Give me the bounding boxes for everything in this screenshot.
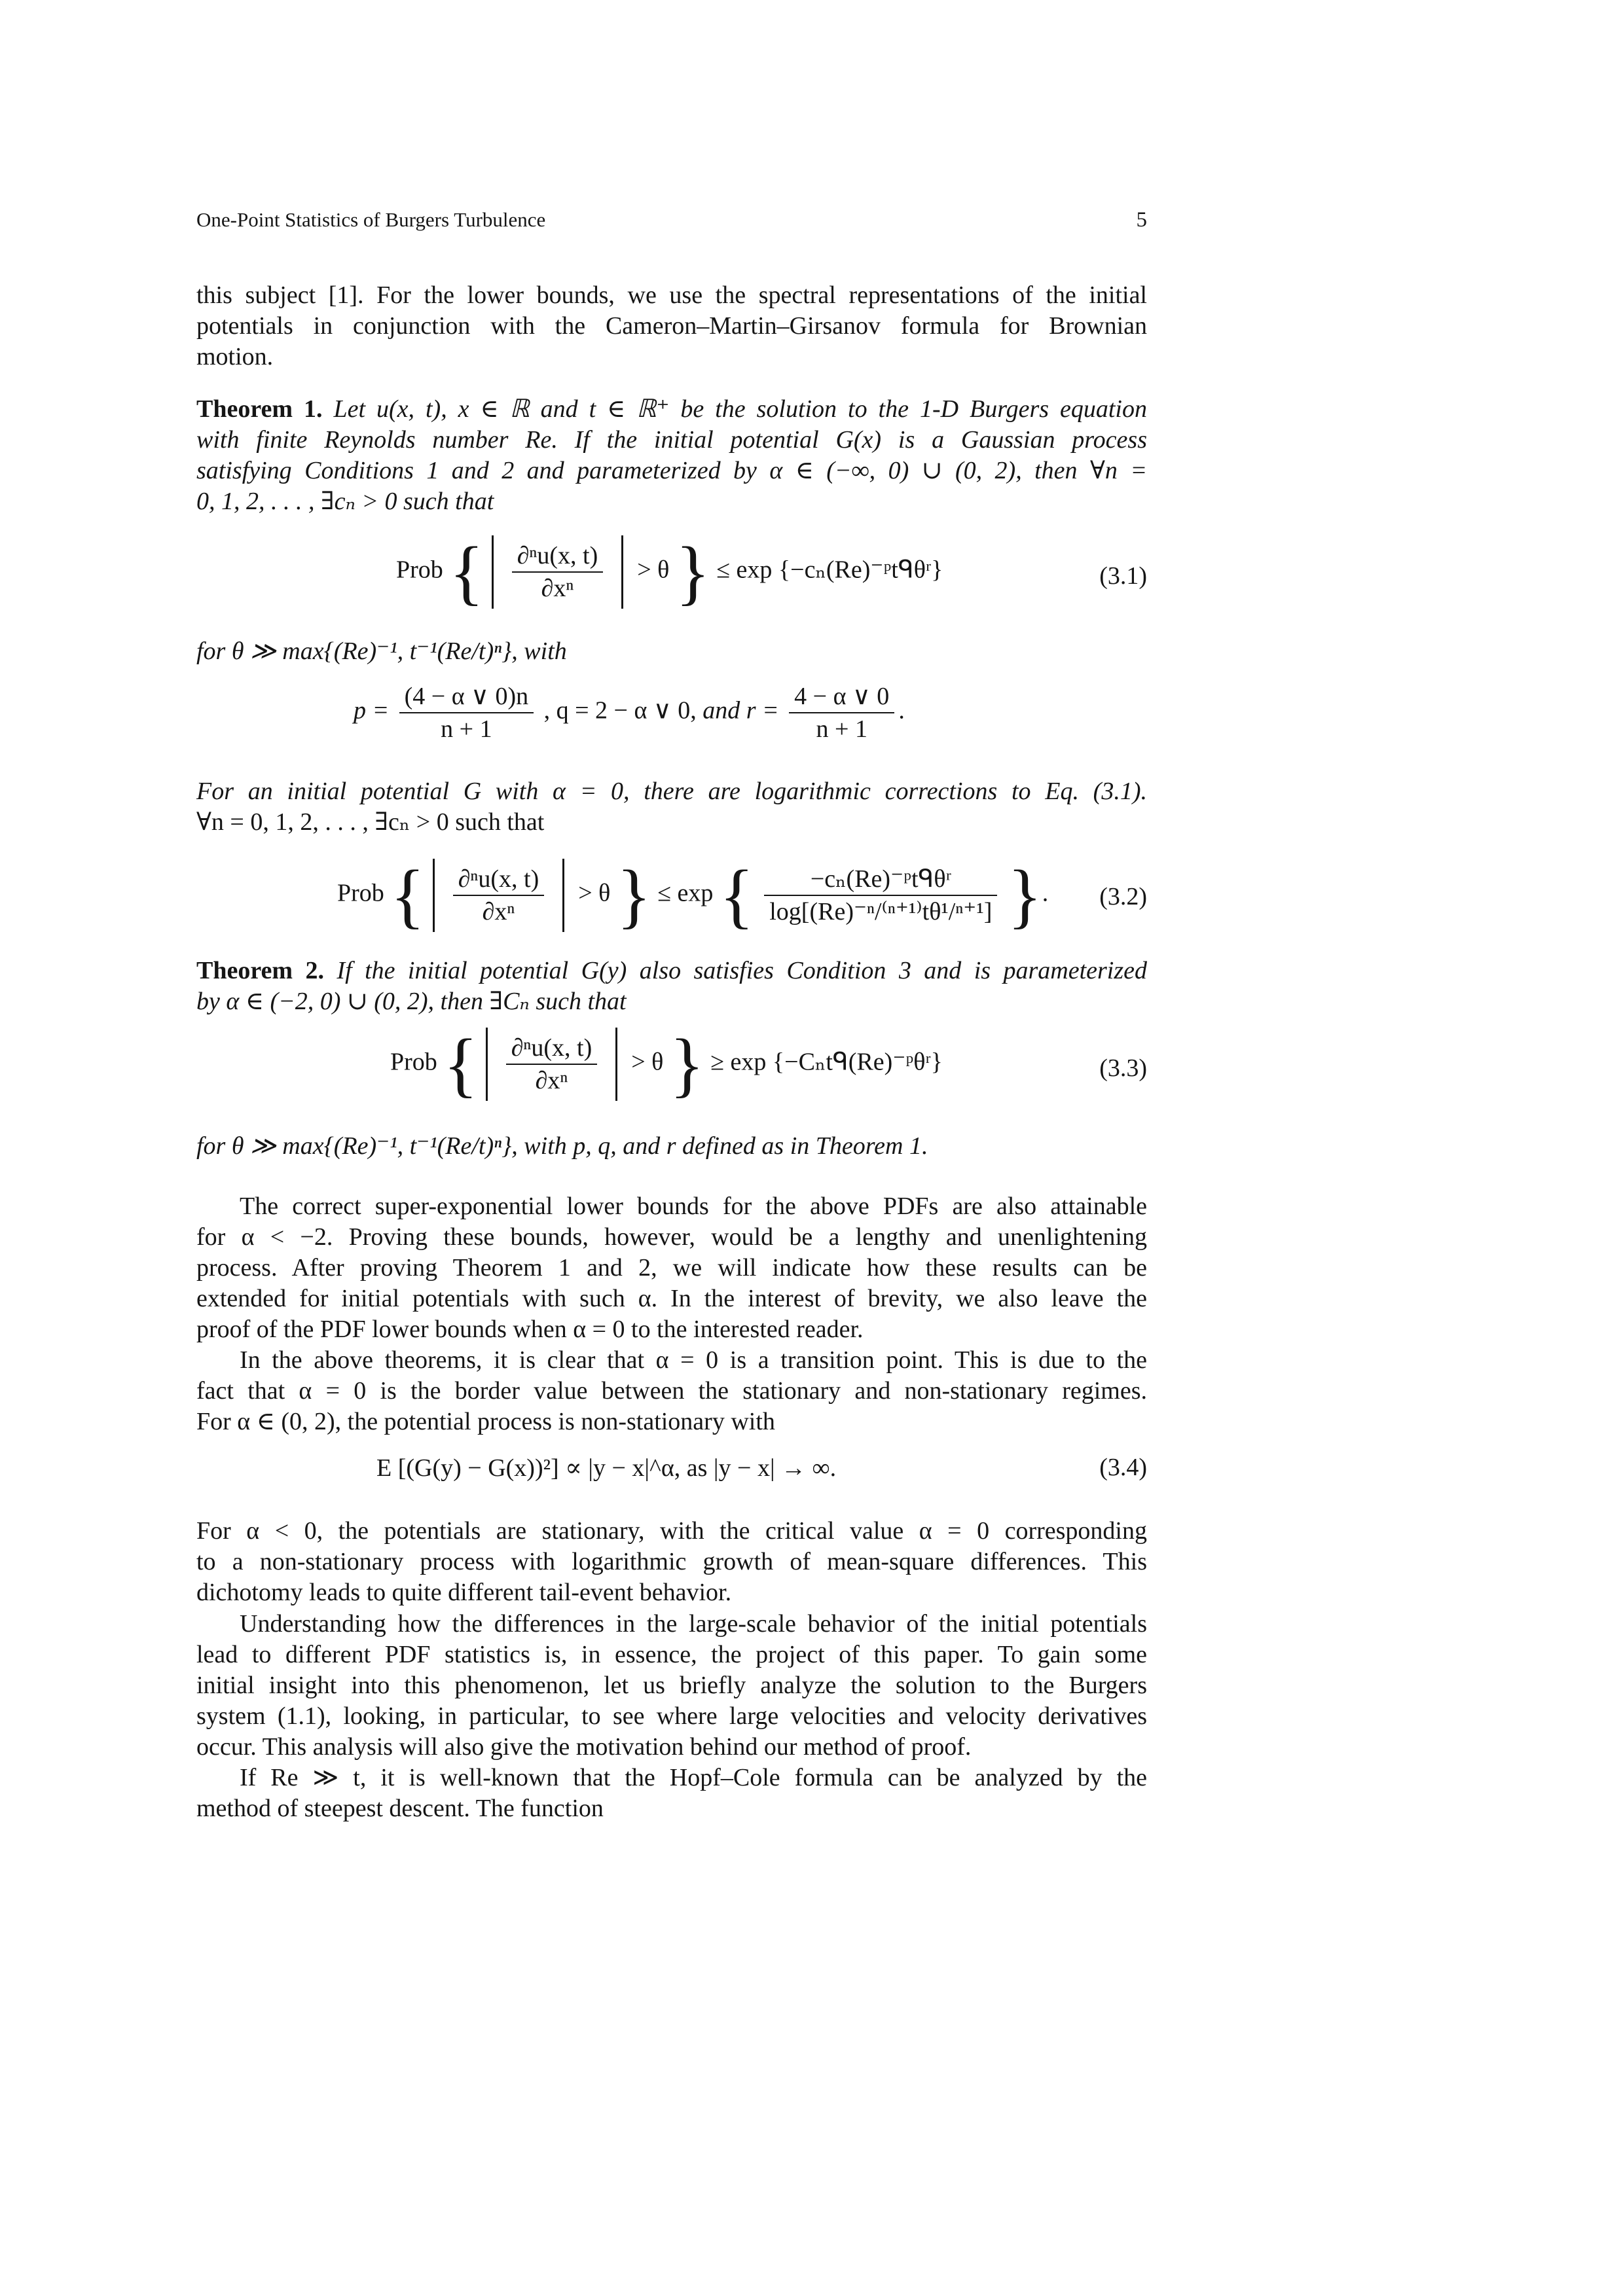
equation-number: (3.4)	[1099, 1454, 1147, 1481]
text-line: with finite Reynolds number Re. If the initial potential G(x) is a Gaussian process	[196, 426, 1147, 454]
log-corrections	[196, 776, 1147, 838]
theorem-1-label: Theorem 1.	[196, 395, 323, 423]
paragraph	[196, 1516, 1147, 1608]
text-line: The correct super-exponential lower bounds for the above PDFs are also attainable	[240, 1193, 1147, 1220]
text-line: dichotomy leads to quite different tail-event behavior.	[196, 1579, 732, 1606]
text-line: In the above theorems, it is clear that α = 0 is a transition point. This is due to the	[240, 1346, 1147, 1374]
text-line: initial insight into this phenomenon, let us briefly analyze the solution to the Burgers	[196, 1672, 1147, 1699]
text-line: For α ∈ (0, 2), the potential process is non-stationary with	[196, 1408, 775, 1435]
paragraph	[196, 1763, 1147, 1824]
text-line: potentials in conjunction with the Cameron–Martin–Girsanov formula for Brownian	[196, 312, 1147, 340]
derivative-fraction: $\frac{\text{∂ⁿu(x, t)}}{\text{∂xⁿ}}$	[512, 540, 604, 604]
theorem-2-label: Theorem 2.	[196, 957, 324, 984]
equation-number: (3.2)	[1099, 883, 1147, 910]
running-title: One-Point Statistics of Burgers Turbulence	[196, 208, 546, 231]
equation-3-1: Prob { $\frac{\text{∂ⁿu(x, t)}}{\text{∂xⁿ}}$ > θ } ≤ exp {−cₙ(Re)⁻ᵖtᑫθʳ}	[396, 532, 943, 612]
equation-number: (3.1)	[1099, 562, 1147, 590]
equation-3-2: Prob { $\frac{\text{∂ⁿu(x, t)}}{\text{∂xⁿ}}$ > θ } ≤ exp { $\frac{\text{−cₙ(Re)⁻ᵖtᑫθʳ}}{\text{log[(Re)⁻ⁿ/⁽ⁿ⁺¹⁾tθ¹/ⁿ⁺¹]}}$ }.	[337, 855, 1049, 935]
text-line: ∀n = 0, 1, 2, . . . , ∃cₙ > 0 such that	[196, 808, 545, 836]
intro-paragraph	[196, 280, 1147, 372]
equation-3-4: E [(G(y) − G(x))²] ∝ |y − x|^α, as |y − x| → ∞.	[376, 1454, 837, 1482]
text-line: For an initial potential G with α = 0, there are logarithmic corrections to Eq. (3.1).	[196, 778, 1147, 805]
text-line: for α < −2. Proving these bounds, however, would be a lengthy and unenlightening	[196, 1223, 1147, 1251]
text-line: Let u(x, t), x ∈ ℝ and t ∈ ℝ⁺ be the solution to the 1-D Burgers equation	[333, 395, 1147, 423]
condition-line: for θ ≫ max{(Re)⁻¹, t⁻¹(Re/t)ⁿ}, with	[196, 637, 567, 665]
equation-number: (3.3)	[1099, 1054, 1147, 1082]
text-line: motion.	[196, 343, 274, 370]
text-line: fact that α = 0 is the border value between the stationary and non-stationary regimes.	[196, 1377, 1147, 1405]
theorem-1	[196, 394, 1147, 517]
text-line: proof of the PDF lower bounds when α = 0 to the interested reader.	[196, 1316, 864, 1343]
text-line: by α ∈ (−2, 0) ∪ (0, 2), then ∃Cₙ such that	[196, 988, 627, 1015]
text-line: satisfying Conditions 1 and 2 and parameterized by α ∈ (−∞, 0) ∪ (0, 2), then ∀n =	[196, 457, 1147, 484]
text-line: system (1.1), looking, in particular, to see where large velocities and velocity derivatives	[196, 1702, 1147, 1730]
text-line: lead to different PDF statistics is, in essence, the project of this paper. To gain some	[196, 1641, 1147, 1668]
text-line: to a non-stationary process with logarithmic growth of mean-square differences. This	[196, 1548, 1147, 1575]
page-number: 5	[1136, 208, 1147, 232]
text-line: this subject [1]. For the lower bounds, we use the spectral representations of the initial	[196, 281, 1147, 309]
text-line: occur. This analysis will also give the motivation behind our method of proof.	[196, 1733, 972, 1761]
text-line: 0, 1, 2, . . . , ∃cₙ > 0 such that	[196, 488, 494, 515]
text-line: For α < 0, the potentials are stationary, with the critical value α = 0 corresponding	[196, 1517, 1147, 1545]
prob-label: Prob	[396, 556, 443, 584]
pqr-definitions: p = $\frac{(4 - \alpha \vee 0)n}{n + 1}$ , q = 2 − α ∨ 0, and r = $\frac{4 - \alpha \vee 0}{n + 1}$ .	[354, 681, 905, 745]
condition-line: for θ ≫ max{(Re)⁻¹, t⁻¹(Re/t)ⁿ}, with p, q, and r defined as in Theorem 1.	[196, 1132, 928, 1160]
running-header	[196, 208, 1147, 241]
text-line: If Re ≫ t, it is well-known that the Hopf–Cole formula can be analyzed by the	[240, 1764, 1147, 1791]
paragraph	[196, 1345, 1147, 1437]
equation-3-3: Prob { $\frac{\text{∂ⁿu(x, t)}}{\text{∂xⁿ}}$ > θ } ≥ exp {−Cₙtᑫ(Re)⁻ᵖθʳ}	[390, 1024, 943, 1104]
paragraph	[196, 1191, 1147, 1345]
text-line: process. After proving Theorem 1 and 2, we will indicate how these results can be	[196, 1254, 1147, 1282]
paragraph	[196, 1609, 1147, 1763]
text-line: Understanding how the differences in the large-scale behavior of the initial potentials	[240, 1610, 1147, 1638]
text-line: method of steepest descent. The function	[196, 1795, 604, 1822]
text-line: extended for initial potentials with such α. In the interest of brevity, we also leave the	[196, 1285, 1147, 1312]
theorem-2	[196, 956, 1147, 1017]
text-line: If the initial potential G(y) also satisfies Condition 3 and is parameterized	[337, 957, 1147, 984]
